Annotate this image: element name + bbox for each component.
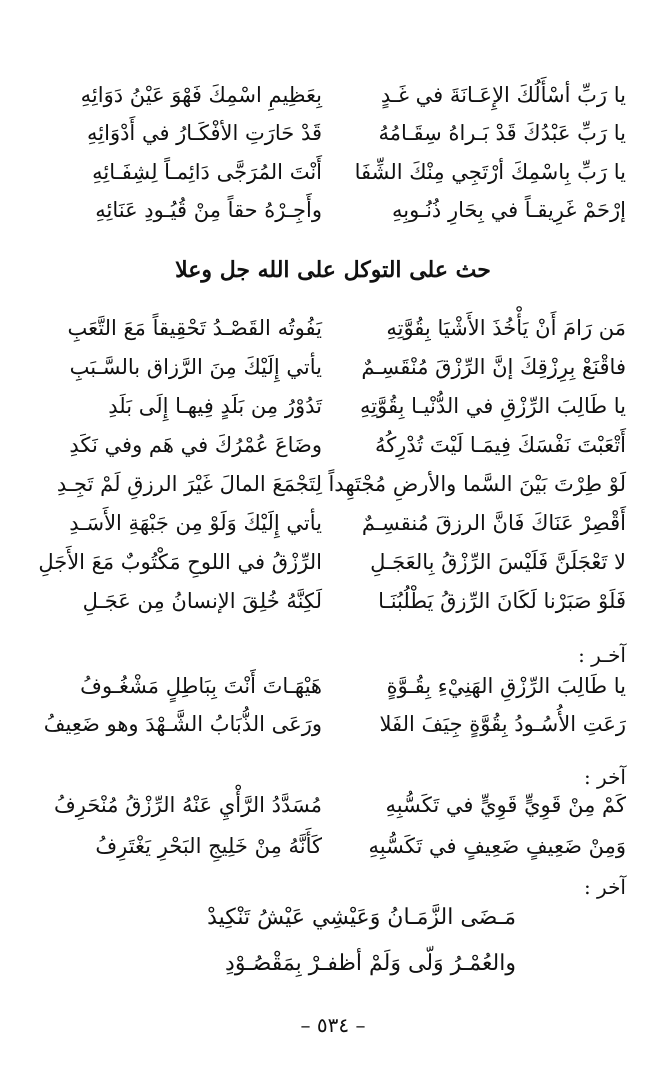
verse-2-3-right: يا طَالِبَ الرِّزْقِ في الدُّنْيـا بِقُوَّتِهِ [360, 394, 626, 418]
verse-1-2-right: يا رَبِّ عَبْدُكَ قَدْ بَـراهُ سِقَـامُهُ [378, 121, 626, 145]
verse-2-1-right: مَن رَامَ أَنْ يَأْخُذَ الأَشْيَا بِقُوَّتِهِ [386, 316, 626, 340]
verse-2-8-left: لَكِنَّهُ خُلِقَ الإنسانُ مِن عَجَـلِ [82, 589, 322, 613]
verse-2-2-left: يأتي إِلَيْكَ مِنَ الرَّزاق بالسَّـبَبِ [69, 355, 322, 379]
verse-2-6-left: يأتي إِلَيْكَ وَلَوْ مِن جَبْهَةِ الأَسَـدِ [69, 511, 322, 535]
verse-2-6-right: أَقْصِرْ عَنَاكَ فَانَّ الرزقَ مُنقسِـمٌ [361, 511, 626, 535]
section-label-1: آخـر : [578, 643, 626, 667]
verse-1-3-left: أَنْتَ المُرَجَّى دَائِمـاً لِشِفَـائِهِ [92, 160, 322, 184]
verse-2-5-left: لِتَجْمَعَ المالَ غَيْرَ الرزقِ لَمْ تَجِـدِ [56, 472, 322, 496]
verse-2-4-right: أَتْعَبْتَ نَفْسَكَ فِيمَـا لَيْتَ تُدْرِكُهُ [374, 433, 626, 457]
verse-4-2-right: وَمِنْ ضَعِيفٍ ضَعِيفٍ في تَكَسُّبِهِ [368, 834, 626, 858]
verse-1-2-left: قَدْ حَارَتِ الأفْكَـارُ في أَدْوَائِهِ [87, 121, 322, 145]
verse-1-4-left: وأَجِـرْهُ حقاً مِنْ قُيُـودِ عَنَائِهِ [95, 198, 322, 222]
verse-4-1-right: كَمْ مِنْ قَوِيٍّ قَوِيٍّ في تَكَسُّبِهِ [385, 793, 626, 817]
verse-2-7-right: لا تَعْجَلَنَّ فَلَيْسَ الرِّزْقُ بِالعَجَـلِ [370, 550, 626, 574]
verse-1-1-left: بِعَظِيمِ اسْمِكَ فَهْوَ عَيْنُ دَوَائِهِ [80, 83, 322, 107]
verse-2-5-right: لَوْ طِرْتَ بَيْنَ السَّما والأرضِ مُجْتَهِداً [328, 472, 626, 496]
verse-2-8-right: فَلَوْ صَبَرْنا لَكَانَ الرِّزقُ يَطْلُبُنَـا [378, 589, 626, 613]
verse-3-1-right: يا طَالِبَ الرِّزْقِ الهَنِيْءِ بِقُـوَّةٍ [386, 674, 626, 698]
verse-3-1-left: هَيْهَـاتَ أَنْتَ بِبَاطِلٍ مَشْغُـوفُ [80, 674, 322, 698]
section-label-2: آخر : [583, 765, 626, 789]
verse-2-3-left: تَدُوْرُ مِن بَلَدٍ فِيهـا إِلَى بَلَدِ [108, 394, 322, 418]
verse-2-4-left: وضَاعَ عُمْرُكَ في هَم وفي نَكَدِ [69, 433, 322, 457]
verse-2-2-right: فاقْنَعْ بِرِزْقِكَ إنَّ الرِّزْقَ مُنْقَسِـمٌ [361, 355, 626, 379]
verse-3-2-right: رَعَتِ الأُسُـودُ بِقُوَّةٍ جِيَفَ الفَلا [379, 712, 626, 736]
verse-5-1: مَـضَى الزَّمَـانُ وَعَيْشِي عَيْشُ تَنْكِيدْ [207, 905, 516, 930]
section-title: حث على التوكل على الله جل وعلا [175, 257, 491, 283]
verse-3-2-left: ورَعَى الذُّبَابُ الشَّـهْدَ وهو ضَعِيفُ [43, 712, 322, 736]
page-number: – ٥٣٤ – [300, 1013, 366, 1037]
verse-1-4-right: إرْحَمْ غَرِيقـاً في بِحَارِ ذُنُـوبِهِ [391, 198, 626, 222]
verse-4-1-left: مُسَدَّدُ الرَّأْيِ عَنْهُ الرِّزْقُ مُنْحَرِفُ [53, 793, 322, 817]
verse-2-7-left: الرِّزْقُ في اللوحِ مَكْتُوبٌ مَعَ الأَجَلِ [38, 550, 322, 574]
verse-4-2-left: كَأَنَّهُ مِنْ خَلِيجِ البَحْرِ يَغْتَرِفُ [95, 834, 322, 858]
verse-1-1-right: يا رَبِّ أسْأَلُكَ الإِعَـانَةَ في غَـدٍ [380, 83, 626, 107]
verse-1-3-right: يا رَبِّ بِاسْمِكَ أرْتَجِي مِنْكَ الشِّفَا [354, 160, 626, 184]
section-label-3: آخر : [583, 875, 626, 899]
verse-5-2: والعُمْـرُ وَلّى وَلَمْ أظفـرْ بِمَقْصُـوْدِ [225, 951, 516, 976]
verse-2-1-left: يَفُوتُه القَصْـدُ تَحْقِيقاً مَعَ التَّعَبِ [67, 316, 322, 340]
